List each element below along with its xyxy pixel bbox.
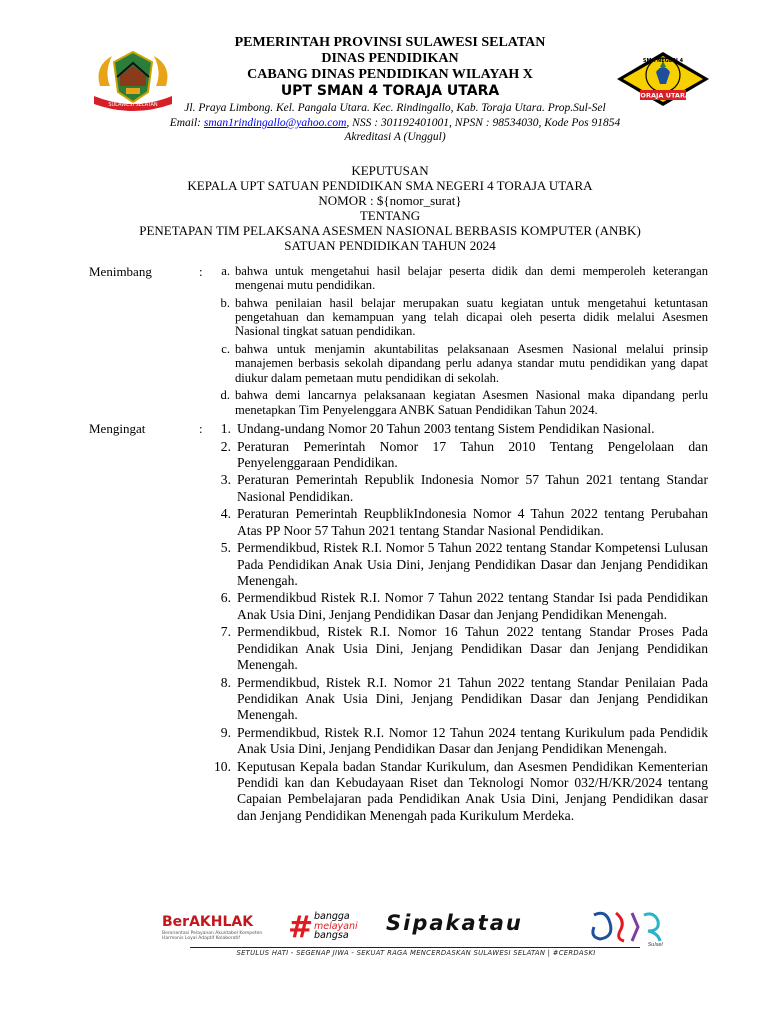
- footer-divider: [190, 947, 640, 948]
- emblem-ring-text: SMA NEGERI 4: [642, 58, 684, 64]
- mengingat-item-marker: 8.: [220, 674, 231, 690]
- menimbang-item: [210, 342, 708, 385]
- mengingat-item-text: Keputusan Kepala badan Standar Kurikulum, dan Asesmen Pendidikan Kementerian Pendidi kan dan Kebudayaan Riset dan Teknologi Nomor 032/H/KR/2024 tentang Capaian Pembelajaran pada Pendidikan Anak Usia Dini, Jenjang Pendidikan dasar dan Jenjang Pendidikan Menengah pada Kurikulum Merdeka.: [237, 758, 708, 823]
- mengingat-item-text: Permendikbud, Ristek R.I. Nomor 16 Tahun 2022 tentang Standar Proses Pada Pendidikan Anak Usia Dini, Jenjang Pendidikan Dasar dan Jenjang Pendidikan Menengah.: [237, 624, 708, 672]
- menimbang-item-text: bahwa penilaian hasil belajar merupakan suatu kegiatan untuk mengetahui ketuntasan pengetahuan dan kemampuan yang telah dicapai oleh peserta didik melalui Asesmen Nasional tingkat satuan pendidikan.: [235, 296, 708, 339]
- mengingat-item-text: Permendikbud, Ristek R.I. Nomor 21 Tahun 2022 tentang Standar Penilaian Pada Pendidikan Anak Usia Dini, Jenjang Pendidikan Dasar dan Jenjang Pendidikan Menengah.: [237, 674, 708, 723]
- menimbang-item: [210, 296, 708, 339]
- mengingat-item-marker: 3.: [220, 472, 231, 488]
- mengingat-item-marker: 5.: [220, 540, 231, 556]
- menimbang-list: [210, 264, 708, 420]
- menimbang-item-marker: d.: [220, 388, 230, 403]
- mengingat-item: [206, 759, 708, 824]
- emblem-banner-text: TORAJA UTARA: [636, 91, 690, 100]
- school-ids: , NSS : 301192401001, NPSN : 98534030, Kode Pos 91854: [346, 117, 621, 129]
- mengingat-item: [206, 624, 708, 673]
- letterhead-accreditation: Akreditasi A (Unggul): [344, 131, 446, 143]
- decree-about: TENTANG: [359, 208, 421, 223]
- menimbang-item: [210, 388, 708, 416]
- berakhlak-subtitle: Berorientasi Pelayanan Akuntabel Kompeten Harmonis Loyal Adaptif Kolaboratif: [162, 931, 263, 941]
- mengingat-item: [206, 725, 708, 758]
- berakhlak-logo: BerAKHLAK: [162, 914, 254, 930]
- mengingat-item: [206, 439, 708, 472]
- letterhead-office: DINAS PENDIDIKAN: [321, 51, 459, 66]
- mengingat-item-text: Peraturan Pemerintah Nomor 17 Tahun 2010 Tentang Pengelolaan dan Penyelenggaraan Pendidikan.: [237, 438, 708, 470]
- mengingat-item-marker: 2.: [220, 438, 231, 454]
- letterhead: [160, 35, 620, 100]
- mengingat-item: [206, 675, 708, 724]
- mengingat-item-text: Permendikbud, Ristek R.I. Nomor 5 Tahun 2022 tentang Standar Kompetensi Lulusan Pada Pendidikan Anak Usia Dini, Jenjang Pendidikan Dasar dan Jenjang Pendidikan Menengah.: [237, 540, 708, 588]
- mengingat-item-marker: 9.: [220, 724, 231, 740]
- bangga-melayani-bangsa-text: [314, 912, 358, 941]
- bangga-line-1: bangga: [314, 911, 350, 922]
- letterhead-contact: [100, 116, 690, 130]
- svg-text:#: #: [288, 910, 314, 943]
- menimbang-item-text: bahwa demi lancarnya pelaksanaan kegiatan Asesmen Nasional maka dipandang perlu menetapkan Tim Penyelenggara ANBK Satuan Pendidikan Tahun 2024.: [235, 388, 708, 417]
- decree-subject-line1: PENETAPAN TIM PELAKSANA ASESMEN NASIONAL BERBASIS KOMPUTER (ANBK): [139, 223, 641, 238]
- email-label: Email:: [169, 117, 204, 129]
- mengingat-item-text: Undang-undang Nomor 20 Tahun 2003 tentang Sistem Pendidikan Nasional.: [237, 421, 655, 436]
- coat-of-arms-ribbon: SULAWESI SELATAN: [108, 102, 158, 108]
- mengingat-item-text: Peraturan Pemerintah ReupblikIndonesia Nomor 4 Tahun 2022 tentang Perubahan Atas PP Noor 57 Tahun 2021 tentang Standar Nasional Pendidikan.: [237, 506, 708, 538]
- svg-text:Sulsel: Sulsel: [648, 942, 663, 947]
- menimbang-item: [210, 264, 708, 292]
- decree-subject-line2: SATUAN PENDIDIKAN TAHUN 2024: [284, 238, 496, 253]
- letterhead-province: PEMERINTAH PROVINSI SULAWESI SELATAN: [234, 35, 546, 50]
- menimbang-item-text: bahwa untuk menjamin akuntabilitas pelaksanaan Asesmen Nasional melalui prinsip manajemen berbasis sekolah dipandang perlu adanya standar mutu pendidikan yang dapat diukur dalam pemetaan mutu pendidikan di sekolah.: [235, 342, 708, 385]
- cerdas-sulsel-logo-icon: [588, 907, 670, 947]
- mengingat-item-marker: 1.: [220, 421, 231, 436]
- menimbang-label: Menimbang: [89, 264, 152, 279]
- decree-issuer: KEPALA UPT SATUAN PENDIDIKAN SMA NEGERI 4 TORAJA UTARA: [187, 178, 593, 193]
- mengingat-item-marker: 7.: [220, 624, 231, 640]
- mengingat-colon: :: [199, 421, 203, 436]
- decree-title: KEPUTUSAN: [351, 163, 429, 178]
- mengingat-item-text: Peraturan Pemerintah Republik Indonesia Nomor 57 Tahun 2021 tentang Standar Nasional Pendidikan.: [237, 472, 708, 504]
- mengingat-item-marker: 4.: [220, 506, 231, 522]
- letterhead-branch: CABANG DINAS PENDIDIKAN WILAYAH X: [247, 67, 533, 82]
- mengingat-item-text: Permendikbud Ristek R.I. Nomor 7 Tahun 2022 tentang Standar Isi pada Pendidikan Anak Usia Dini, Jenjang Pendidikan Dasar dan Jenjang Pendidikan Menengah.: [237, 590, 708, 622]
- menimbang-item-marker: b.: [220, 296, 230, 310]
- menimbang-item-marker: a.: [221, 264, 230, 278]
- mengingat-item-text: Permendikbud, Ristek R.I. Nomor 12 Tahun 2024 tentang Kurikulum pada Pendidik Anak Usia Dini, Jenjang Pendidikan Dasar dan Jenjang Pendidikan Menengah.: [237, 724, 708, 757]
- mengingat-item: [206, 540, 708, 589]
- decree-number: NOMOR : ${nomor_surat}: [318, 193, 462, 208]
- mengingat-item: [206, 506, 708, 539]
- mengingat-item-marker: 10.: [214, 758, 231, 774]
- mengingat-item-marker: 6.: [220, 590, 231, 606]
- bangga-line-3: bangsa: [314, 930, 349, 941]
- sipakatau-logo: Sipakatau: [386, 911, 523, 935]
- mengingat-label: Mengingat: [89, 421, 146, 436]
- menimbang-colon: :: [199, 264, 203, 279]
- mengingat-item: [206, 472, 708, 505]
- bangga-line-2: melayani: [314, 920, 358, 932]
- mengingat-item: [206, 590, 708, 623]
- letterhead-address: Jl. Praya Limbong. Kel. Pangala Utara. Kec. Rindingallo, Kab. Toraja Utara. Prop.Sul-Sel: [184, 102, 606, 114]
- letterhead-school-name: UPT SMAN 4 TORAJA UTARA: [280, 83, 500, 99]
- menimbang-item-marker: c.: [221, 342, 230, 357]
- school-emblem-icon: [610, 50, 716, 108]
- menimbang-item-text: bahwa untuk mengetahui hasil belajar peserta didik dan demi memperoleh keterangan mengenai mutu pendidikan.: [235, 264, 708, 293]
- mengingat-list: [206, 421, 708, 825]
- email-link[interactable]: sman1rindingallo@yahoo.com: [203, 117, 347, 129]
- footer-tagline: SETULUS HATI - SEGENAP JIWA - SEKUAT RAGA MENCERDASKAN SULAWESI SELATAN | #CERDASKI: [236, 949, 596, 957]
- mengingat-item: [206, 421, 708, 437]
